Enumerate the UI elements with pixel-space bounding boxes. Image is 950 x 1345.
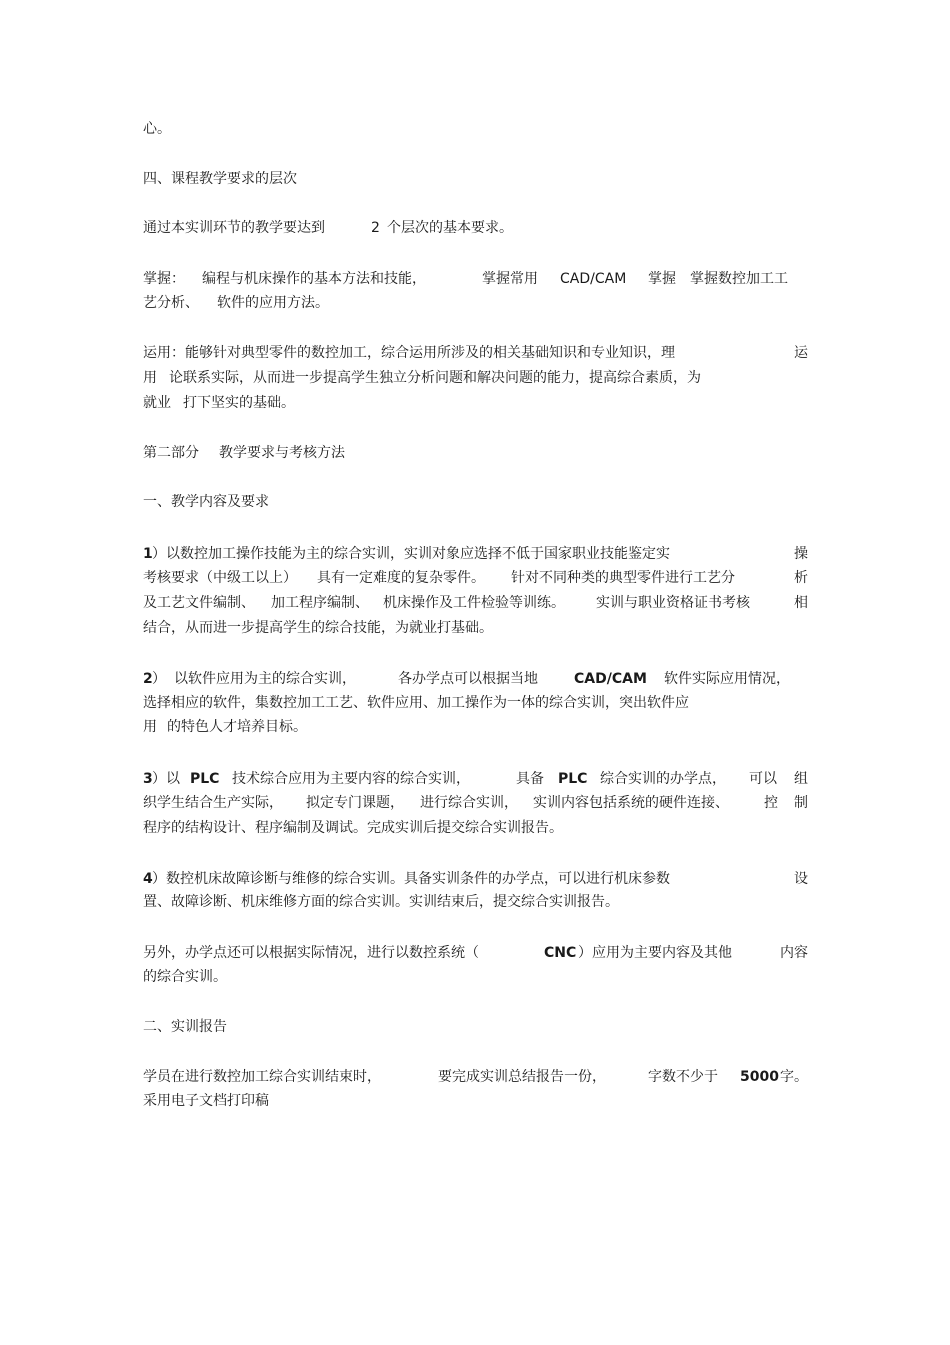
list-number: 4 (143, 871, 153, 887)
text-segment: 及工艺文件编制、 (143, 595, 255, 611)
text-segment: 要完成实训总结报告一份， (438, 1069, 606, 1085)
text-segment: 的特色人才培养目标。 (167, 719, 307, 735)
paragraph-line (143, 692, 808, 714)
text-segment: 制 (794, 795, 808, 811)
paragraph-line (143, 817, 808, 839)
text-segment: 机床操作及工件检验等训练。 (383, 595, 565, 611)
text-segment: 程序的结构设计、程序编制及调试。完成实训后提交综合实训报告。 (143, 820, 563, 836)
text-segment: 实训内容包括系统的硬件连接、 (533, 795, 729, 811)
heading-text: 第二部分 (143, 445, 199, 461)
text-segment: 的综合实训。 (143, 969, 227, 985)
part-heading (143, 442, 808, 464)
text-segment: 实训与职业资格证书考核 (596, 595, 750, 611)
paragraph-line (143, 1090, 808, 1112)
section-heading (143, 1016, 808, 1038)
text-segment: 操 (794, 546, 808, 562)
text-segment: 掌握 (648, 271, 676, 287)
paragraph-line (143, 292, 808, 314)
text-segment: 艺分析、 (143, 295, 199, 311)
text-segment: 析 (794, 570, 808, 586)
text-segment: 运用：能够针对典型零件的数控加工，综合运用所涉及的相关基础知识和专业知识，理 (143, 345, 675, 361)
text-segment: ）应用为主要内容及其他 (578, 945, 732, 961)
text-segment: 设 (794, 871, 808, 887)
paragraph-line (143, 668, 808, 690)
text-segment: CAD/CAM (560, 271, 627, 287)
text-segment: 运 (794, 345, 808, 361)
text-segment: 论联系实际，从而进一步提高学生独立分析问题和解决问题的能力，提高综合素质，为 (169, 370, 701, 386)
paragraph-line (143, 392, 808, 414)
paragraph-line (143, 942, 808, 964)
paragraph-line (143, 792, 808, 814)
text-segment: 另外，办学点还可以根据实际情况，进行以数控系统（ (143, 945, 479, 961)
text-segment: ）数控机床故障诊断与维修的综合实训。具备实训条件的办学点，可以进行机床参数 (152, 871, 670, 887)
heading-text: 教学要求与考核方法 (219, 445, 345, 461)
text-segment: 字。 (780, 1069, 808, 1085)
text-segment: 就业 (143, 395, 171, 411)
text-segment: 编程与机床操作的基本方法和技能， (202, 271, 426, 287)
text-segment: 掌握数控加工工 (690, 271, 788, 287)
text-segment: 掌握常用 (482, 271, 538, 287)
text-segment: 各办学点可以根据当地 (398, 671, 538, 687)
text-segment: 用 (143, 370, 157, 386)
text-segment: 拟定专门课题， (306, 795, 404, 811)
section-heading (143, 491, 808, 513)
paragraph-line (143, 1066, 808, 1088)
text-segment: 字数不少于 (648, 1069, 718, 1085)
text-segment: 加工程序编制、 (271, 595, 369, 611)
paragraph-line (143, 891, 808, 913)
text-segment: 织学生结合生产实际， (143, 795, 283, 811)
heading-text: 一、教学内容及要求 (143, 494, 269, 510)
text-segment: 软件实际应用情况， (664, 671, 790, 687)
text-segment: 软件的应用方法。 (217, 295, 329, 311)
list-number: 3 (143, 771, 153, 787)
text-segment: 具有一定难度的复杂零件。 (317, 570, 485, 586)
paragraph-line (143, 342, 808, 364)
text-segment: ）以数控加工操作技能为主的综合实训，实训对象应选择不低于国家职业技能鉴定实 (152, 546, 670, 562)
text-segment: ）以 (152, 771, 180, 787)
text-segment: 可以 (749, 771, 777, 787)
text-segment: 5000 (740, 1069, 779, 1085)
heading-text: 二、实训报告 (143, 1019, 227, 1035)
paragraph-line (143, 567, 808, 589)
text-segment: 通过本实训环节的教学要达到 (143, 220, 325, 236)
text-segment: 学员在进行数控加工综合实训结束时， (143, 1069, 381, 1085)
paragraph-line (143, 716, 808, 738)
text-segment: 综合实训的办学点， (600, 771, 726, 787)
text-segment: 个层次的基本要求。 (387, 220, 513, 236)
text-segment: 相 (794, 595, 808, 611)
paragraph-line (143, 543, 808, 565)
paragraph-line (143, 617, 808, 639)
paragraph-line (143, 268, 808, 290)
paragraph-line (143, 217, 808, 239)
text-segment: PLC (558, 771, 588, 787)
paragraph-line (143, 966, 808, 988)
text-segment: 具备 (516, 771, 544, 787)
text-segment: 用 (143, 719, 157, 735)
text-segment: CNC (544, 945, 577, 961)
text-segment: 进行综合实训， (420, 795, 518, 811)
text-segment: 技术综合应用为主要内容的综合实训， (232, 771, 470, 787)
text-segment: 采用电子文档打印稿 (143, 1093, 269, 1109)
text-segment: 针对不同种类的典型零件进行工艺分 (511, 570, 735, 586)
text-segment: 以软件应用为主的综合实训， (174, 671, 356, 687)
heading-text: 四、课程教学要求的层次 (143, 171, 297, 187)
paragraph-line (143, 768, 808, 790)
text-segment: CAD/CAM (574, 671, 647, 687)
text-segment: 2 (371, 220, 380, 236)
text-segment: PLC (190, 771, 220, 787)
list-number: 2 (143, 671, 153, 687)
paragraph-line (143, 118, 808, 140)
text-segment: 选择相应的软件，集数控加工工艺、软件应用、加工操作为一体的综合实训，突出软件应 (143, 695, 689, 711)
text-segment: 置、故障诊断、机床维修方面的综合实训。实训结束后，提交综合实训报告。 (143, 894, 619, 910)
text-segment: 打下坚实的基础。 (183, 395, 295, 411)
text-segment: ） (152, 671, 166, 687)
section-heading (143, 168, 808, 190)
text-segment: 结合，从而进一步提高学生的综合技能，为就业打基础。 (143, 620, 493, 636)
text-segment: 内容 (780, 945, 808, 961)
text-segment: 掌握： (143, 271, 185, 287)
text-segment: 控 (764, 795, 778, 811)
paragraph-line (143, 367, 808, 389)
list-number: 1 (143, 546, 153, 562)
text-segment: 考核要求（中级工以上） (143, 570, 297, 586)
text-segment: 组 (794, 771, 808, 787)
paragraph-line (143, 868, 808, 890)
text-segment: 心。 (143, 121, 171, 137)
paragraph-line (143, 592, 808, 614)
